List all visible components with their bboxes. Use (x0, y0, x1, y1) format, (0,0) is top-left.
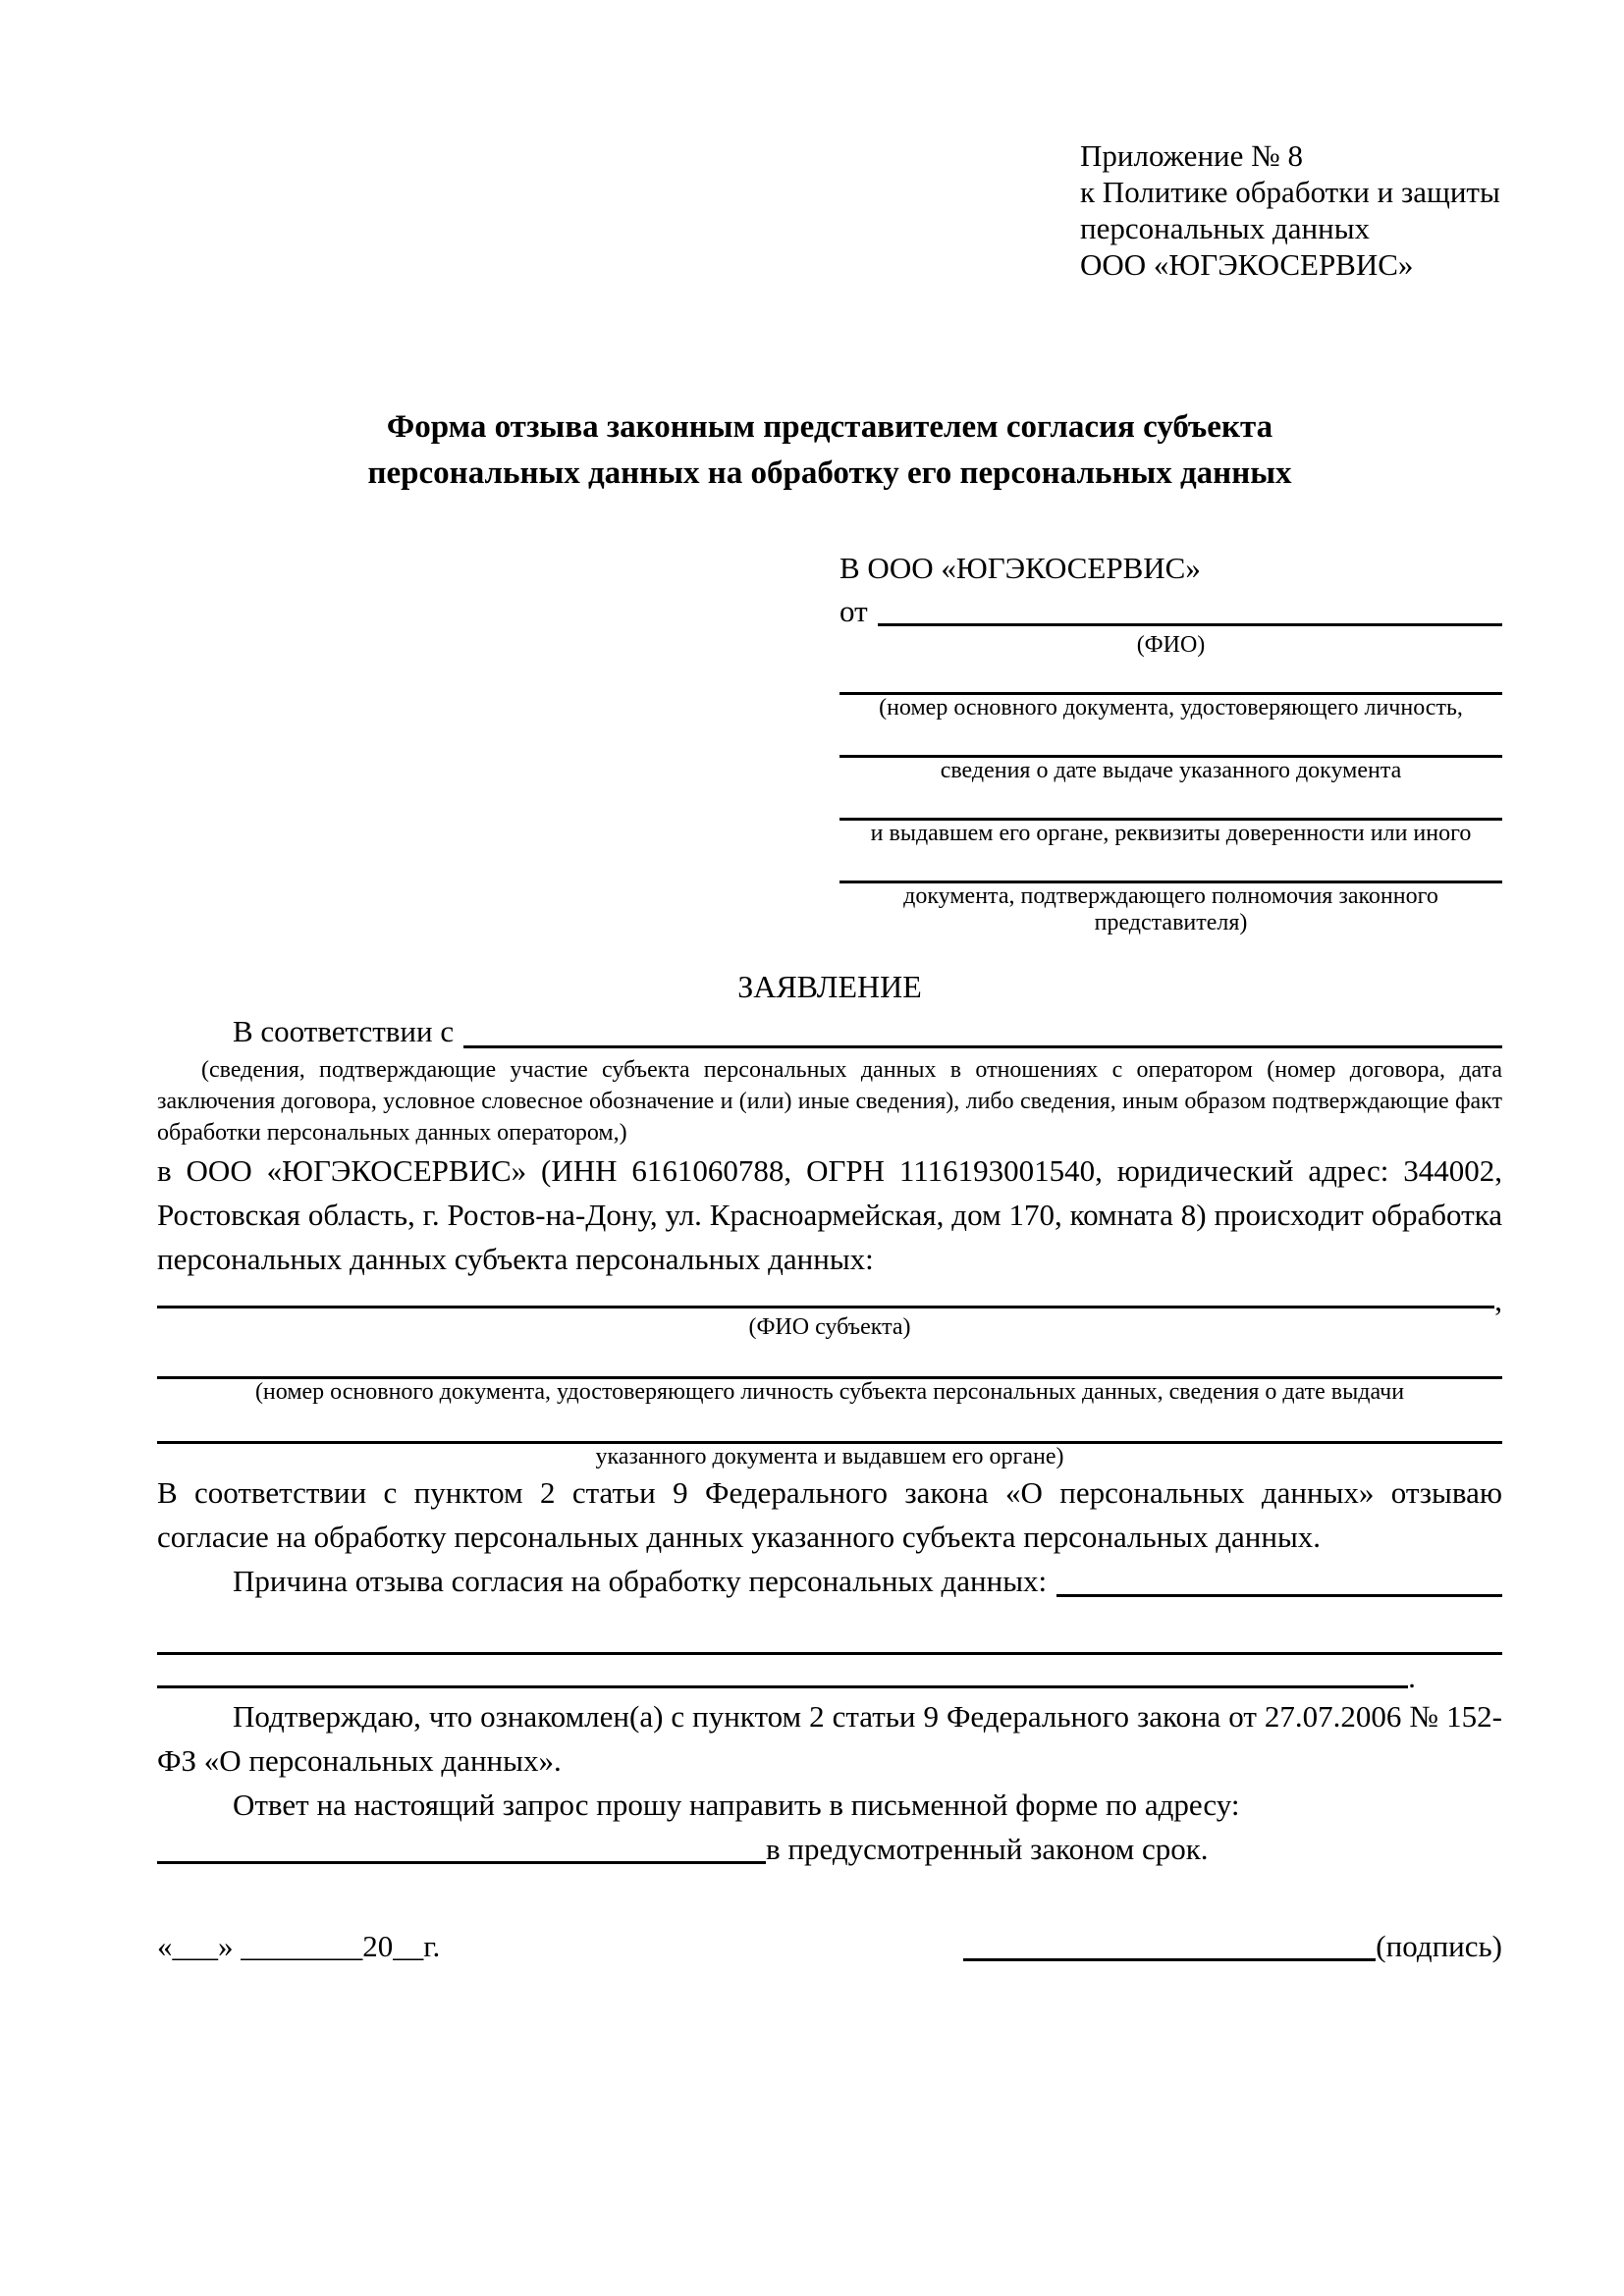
signature-group (963, 1924, 1502, 1969)
addressee-block (839, 546, 1502, 936)
signature-line (963, 1924, 1376, 1961)
write-in-line (1056, 1559, 1502, 1597)
reason-row (157, 1559, 1502, 1603)
signature-caption: (подпись) (1376, 1929, 1502, 1963)
write-in-line (839, 847, 1502, 883)
appendix-line: персональных данных (1080, 211, 1371, 245)
field-caption: и выдавшем его органе, реквизиты доверенности или иного (870, 821, 1472, 846)
addressee-from-row (839, 591, 1502, 632)
intro-row (157, 1009, 1502, 1054)
confirm-paragraph: Подтверждаю, что ознакомлен(а) с пунктом 2 статьи 9 Федерального закона от 27.07.2006 № 152-ФЗ «О персональных данных». (157, 1699, 1502, 1778)
operator-paragraph: в ООО «ЮГЭКОСЕРВИС» (ИНН 6161060788, ОГРН 1116193001540, юридический адрес: 344002, Ростовская область, г. Ростов-на-Дону, ул. Красноармейская, дом 170, комната 8) происходит обработка персональных данных субъекта персональных данных: (157, 1153, 1502, 1276)
write-in-line (839, 721, 1502, 758)
trailing-period: . (1408, 1660, 1416, 1694)
write-in-line (878, 591, 1502, 626)
subject-fio-row (157, 1281, 1502, 1317)
form-title-line: персональных данных на обработку его персональных данных (367, 455, 1292, 491)
appendix-line: к Политике обработки и защиты (1080, 175, 1500, 209)
write-in-line (157, 1685, 1408, 1688)
intro-note: (сведения, подтверждающие участие субъекта персональных данных в отношениях с оператором (номер договора, дата заключения договора, условное словесное обозначение и (или) иные сведения), либо сведения, иным образом подтверждающие факт обработки персональных данных оператором,) (157, 1057, 1502, 1146)
field-caption: сведения о дате выдаче указанного документа (940, 758, 1402, 783)
appendix-reference (1080, 137, 1502, 283)
field-caption: (номер основного документа, удостоверяющего личность, (879, 695, 1463, 721)
form-title-line: Форма отзыва законным представителем согласия субъекта (386, 409, 1273, 445)
date-line: «___» ________20__г. (157, 1929, 441, 1963)
withdrawal-paragraph: В соответствии с пунктом 2 статьи 9 Федерального закона «О персональных данных» отзываю согласие на обработку персональных данных указанного субъекта персональных данных. (157, 1475, 1502, 1554)
appendix-line: Приложение № 8 (1080, 138, 1303, 173)
form-title (157, 404, 1502, 497)
write-in-line (157, 1341, 1502, 1379)
reply-suffix: в предусмотренный законом срок. (766, 1832, 1209, 1866)
addressee-to: В ООО «ЮГЭКОСЕРВИС» (839, 551, 1201, 585)
write-in-line (157, 1281, 1494, 1308)
intro-prefix: В соответствии с (233, 1014, 455, 1048)
reason-label: Причина отзыва согласия на обработку персональных данных: (233, 1564, 1048, 1598)
field-caption: (ФИО субъекта) (748, 1314, 911, 1340)
field-caption: документа, подтверждающего полномочия законного представителя) (903, 883, 1438, 935)
field-caption: указанного документа и выдавшем его органе) (595, 1444, 1064, 1469)
field-caption: (ФИО) (1136, 632, 1206, 658)
reply-address-row (157, 1827, 1502, 1871)
write-in-line (157, 1861, 766, 1864)
write-in-line (157, 1406, 1502, 1444)
footer-row (157, 1924, 1502, 1969)
write-in-line (463, 1009, 1502, 1048)
statement-heading: ЗАЯВЛЕНИЕ (737, 969, 922, 1004)
trailing-comma: , (1494, 1283, 1502, 1317)
write-in-line (839, 784, 1502, 821)
write-in-line (839, 659, 1502, 695)
write-in-line (157, 1617, 1502, 1655)
reply-paragraph: Ответ на настоящий запрос прошу направить в письменной форме по адресу: (233, 1788, 1240, 1822)
reason-blank-row (157, 1655, 1502, 1694)
from-label: от (839, 594, 868, 628)
appendix-line: ООО «ЮГЭКОСЕРВИС» (1080, 247, 1414, 282)
field-caption: (номер основного документа, удостоверяющего личность субъекта персональных данных, сведения о дате выдачи (254, 1379, 1405, 1405)
